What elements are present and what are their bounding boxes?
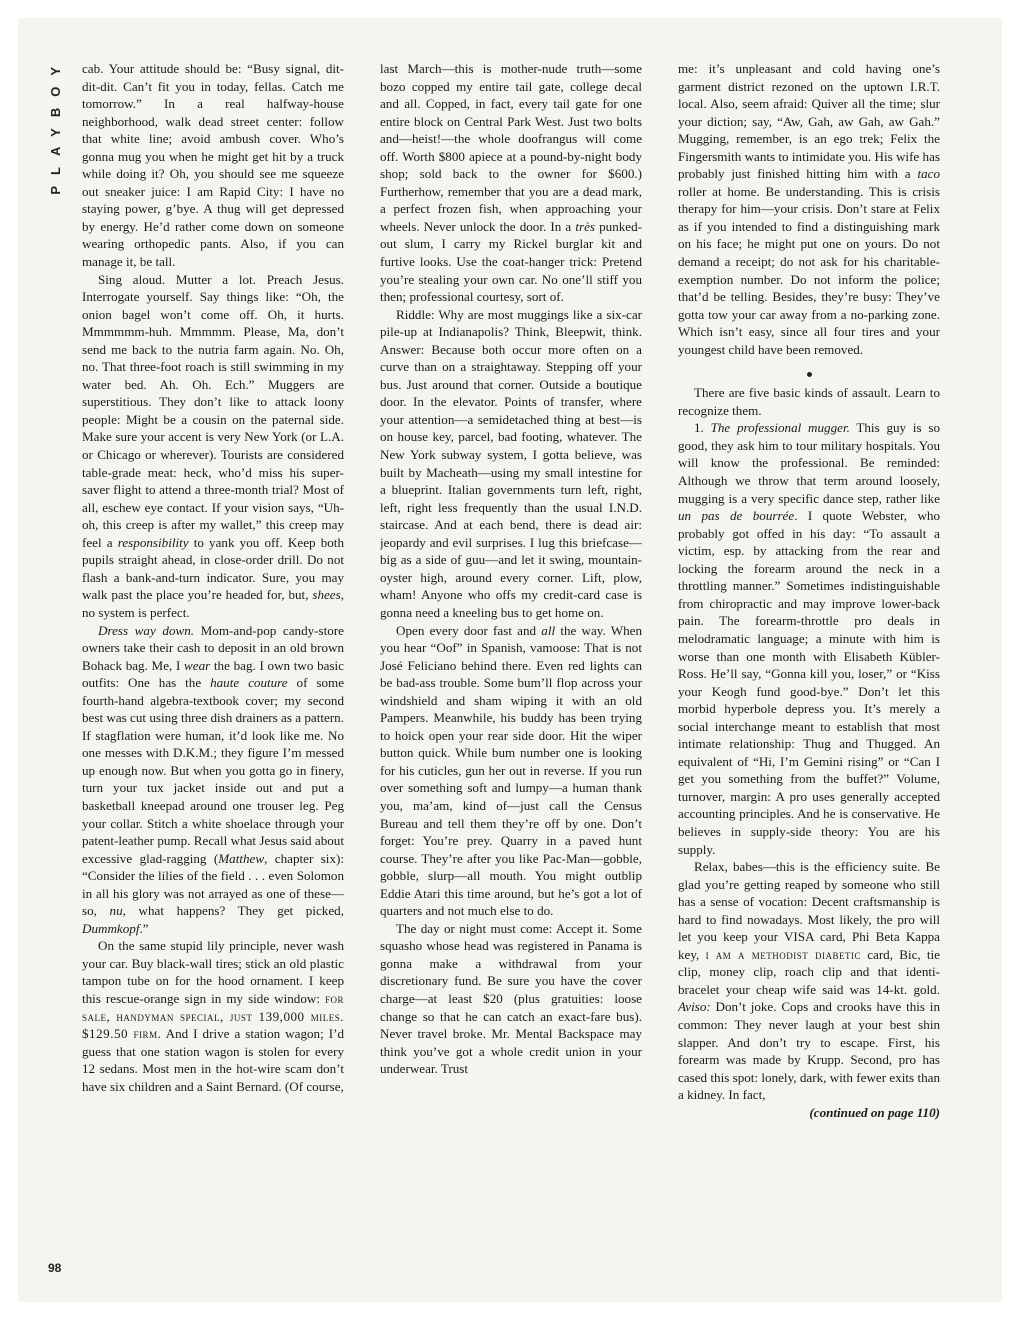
paragraph: cab. Your attitude should be: “Busy signal, dit-dit-dit. Can’t fit you in today, fellas. Catch me tomorrow.” In a real halfway-house neighborhood, walk dead street center: follow that white line; avoid ambush cover. Who’s gonna mug you when he might get hit by a truck while doing it? Oh, you should see me squeeze out sneaker juice: I am Rapid City: I have no staying power, g’bye. A thug will get depressed by energy. He’d rather come down on someone wearing orthopedic pants. Also, if you can manage it, be tall. (82, 61, 344, 270)
page-number: 98 (48, 1261, 62, 1275)
paragraph: There are five basic kinds of assault. Learn to recognize them. (678, 385, 940, 418)
paragraph: On the same stupid lily principle, never wash your car. Buy black-wall tires; stick an old plastic tampon tube on for the hood ornament. I keep this rescue-orange sign in my side window: for sale, handyman special, just 139,000 miles. $129.50 firm. And I drive a station wagon; I’d guess that one station wagon is stolen for every 12 sedans. Most men in the hot-wire scam don’t have six children and a Saint Bernard. (Of course, (82, 938, 344, 1094)
column-3 (678, 60, 940, 1285)
paragraph: Sing aloud. Mutter a lot. Preach Jesus. Interrogate yourself. Say things like: “Oh, the onion bagel won’t come off. Oh, it hurts. Mmmmmm-huh. Mmmmm. Please, Ma, don’t send me back to the nutria farm again. No. Oh, no. That three-foot roach is still swimming in my water bed. Ah. Oh. Ech.” Muggers are superstitious. They don’t like to attack loony people: Might be a cousin on the paternal side. Make sure your accent is very New York (or L.A. or Chicago or wherever). Tourists are considered table-grade meat: heck, who’d miss his super-saver flight to attend a three-month trial? Most of all, eschew eye contact. If your vision says, “Uh-oh, this creep is after my wallet,” this creep may feel a responsibility to yank you off. Keep both pupils straight ahead, in close-order drill. Do not flash a bank-and-turn indicator. Sure, you may walk past the place you’re headed for, but, shees, no system is perfect. (82, 271, 344, 620)
paragraph: me: it’s unpleasant and cold having one’s garment district rezoned on the uptown I.R.T. local. Also, seem afraid: Quiver all the time; slur your diction; say, “Aw, Gah, aw Gah, aw Gah.” Mugging, remember, is an ego trek; Felix the Fingersmith wants to intimidate you. His wife has probably just finished hitting him with a taco roller at home. Be understanding. This is crisis therapy for him—your crisis. Don’t stare at Felix as if you intended to find a distinguishing mark on his face; he might put one on yours. Do not demand a receipt; do not ask for his charitable-exemption number. Do not inform the police; that’d be telling. Besides, they’re busy: They’ve gotta tow your car away from a no-parking zone. Which isn’t easy, since all four tires and your youngest child have been removed. (678, 61, 940, 357)
continued-note: (continued on page 110) (809, 1104, 940, 1120)
paragraph: Riddle: Why are most muggings like a six-car pile-up at Indianapolis? Think, Bleepwit, think. Answer: Because both occur more often on a curve than on a straightaway. Stepping off your bus. Just around that corner. Outside a boutique door. In the elevator. Points of transfer, where your attention—a semidetached thing at best—is on house key, parcel, bad footing, whatever. The New York subway system, I gotta believe, was built by Macheath—using my small intestine for a blueprint. Italian governments turn left, right, left, right less frequently than the usual I.N.D. staircase. And at each bend, there is dead air: jeopardy and evil surprises. I lug this briefcase—big as a side of guu—and let it swing, mountain-oyster high, around every corner. Lift, plow, wham! Anyone who offs my credit-card case is gonna need a kneeling bus to get home on. (380, 306, 642, 620)
section-bullet (678, 366, 940, 380)
magazine-page (18, 18, 1002, 1302)
paragraph: Relax, babes—this is the efficiency suite. Be glad you’re getting reaped by someone who still has a sense of vocation: Decent craftsmanship is hard to find nowadays. Most likely, the pro will let you keep your VISA card, Phi Beta Kappa key, i am a methodist diabetic card, Bic, tie clip, money clip, roach clip and that identi-bracelet your cheap wife said was 14-kt. gold. Aviso: Don’t joke. Cops and crooks have this in common: They never laugh at your best shin slapper. And don’t try to escape. First, his forearm was made by Krupp. Second, pro has cased this spot: lonely, dark, with fewer exits than a kidney. In fact, (678, 859, 940, 1103)
paragraph: last March—this is mother-nude truth—some bozo copped my entire tail gate, college decal and all. Copped, in fact, every tail gate for one entire block on Central Park West. Just two bolts and—heist!—the whole doofrangus will come off. Worth $800 apiece at a pound-by-night body shop; sold back to the owner for $600.) Furtherhow, remember that you are a dead mark, a perfect frozen fish, when approaching your wheels. Never unlock the door. In a très punked-out slum, I carry my Rickel burglar kit and furtive looks. Use the coat-hanger trick: Pretend you’re stealing your own car. No one’ll stiff you then; professional courtesy, sort of. (380, 61, 642, 305)
column-2 (380, 60, 642, 1285)
column-1 (82, 60, 344, 1285)
paragraph: Dress way down. Mom-and-pop candy-store owners take their cash to deposit in an old brown Bohack bag. Me, I wear the bag. I own two basic outfits: One has the haute couture of some fourth-hand algebra-textbook cover; my second best was cut using three dish drainers as a pattern. If stagflation were human, it’d look like me. No one messes with D.K.M.; they figure I’m messed up enough now. But when you gotta go in finery, turn your tux jacket inside out and put a basketball kneepad around one trouser leg. Peg your collar. Stitch a white shoelace through your patent-leather pump. Recall what Jesus said about excessive glad-ragging (Matthew, chapter six): “Consider the lilies of the field . . . even Solomon in all his glory was not arrayed as one of these—so, nu, what happens? They get picked, Dummkopf.” (82, 622, 344, 936)
paragraph: Open every door fast and all the way. When you hear “Oof” in Spanish, vamoose: That is not José Feliciano behind there. Even red lights can be bad-ass trouble. Some bum’ll flop across your windshield and sham wiping it with an old Pampers. Meanwhile, his buddy has been trying to hoick open your rear side door. Hit the wiper button quick. While bum number one is looking for his cuticles, gun her out in reverse. If you run over something soft and lumpy—a human thank you, ma’am, kind of—just call the Census Bureau and tell them they’re off by one. Don’t forget: You’re prey. Quarry in a paved hunt course. They’re after you like Pac-Man—gobble, gobble, slurp—all mouth. You might outblip Eddie Atari this time around, but he’s got a lot of quarters and not much else to do. (380, 622, 642, 919)
paragraph: The day or night must come: Accept it. Some squasho whose head was registered in Panama is gonna make a withdrawal from your discretionary fund. Be sure you have the cover charge—at least $20 (plus gratuities: loose change so that he can catch an exact-fare bus). Never travel broke. Mr. Mental Backspace may think you’ve got a whole credit union in your underwear. Trust (380, 920, 642, 1077)
masthead: PLAYBOY (48, 56, 63, 195)
paragraph: 1. The professional mugger. This guy is so good, they ask him to tour military hospitals. You will know the professional. Be reminded: Although we throw that term around loosely, mugging is a very specific dance step, rather like un pas de bourrée. I quote Webster, who probably got offed in his day: “To assault a victim, esp. by attacking from the rear and locking the forearm around the neck in a throttling manner.” Sometimes indistinguishable from chiropractic and may improve lower-back pain. The forearm-throttle pro deals in melodramatic language; a minute with him is worse than one month with Elisabeth Kübler-Ross. He’ll say, “Gonna kill you, loser,” or “Kiss your Keogh fund good-bye.” Don’t let this morbid hyperbole depress you. It’s merely a social interchange meant to establish that most intimate relationship: Thug and Thugged. An equivalent of “Hi, I’m Gemini rising” or “Can I get you something from the buffet?” Volume, turnover, margin: A pro uses generally accepted accounting principles. And he is conservative. He believes in supply-side theory: You are his supply. (678, 420, 940, 857)
